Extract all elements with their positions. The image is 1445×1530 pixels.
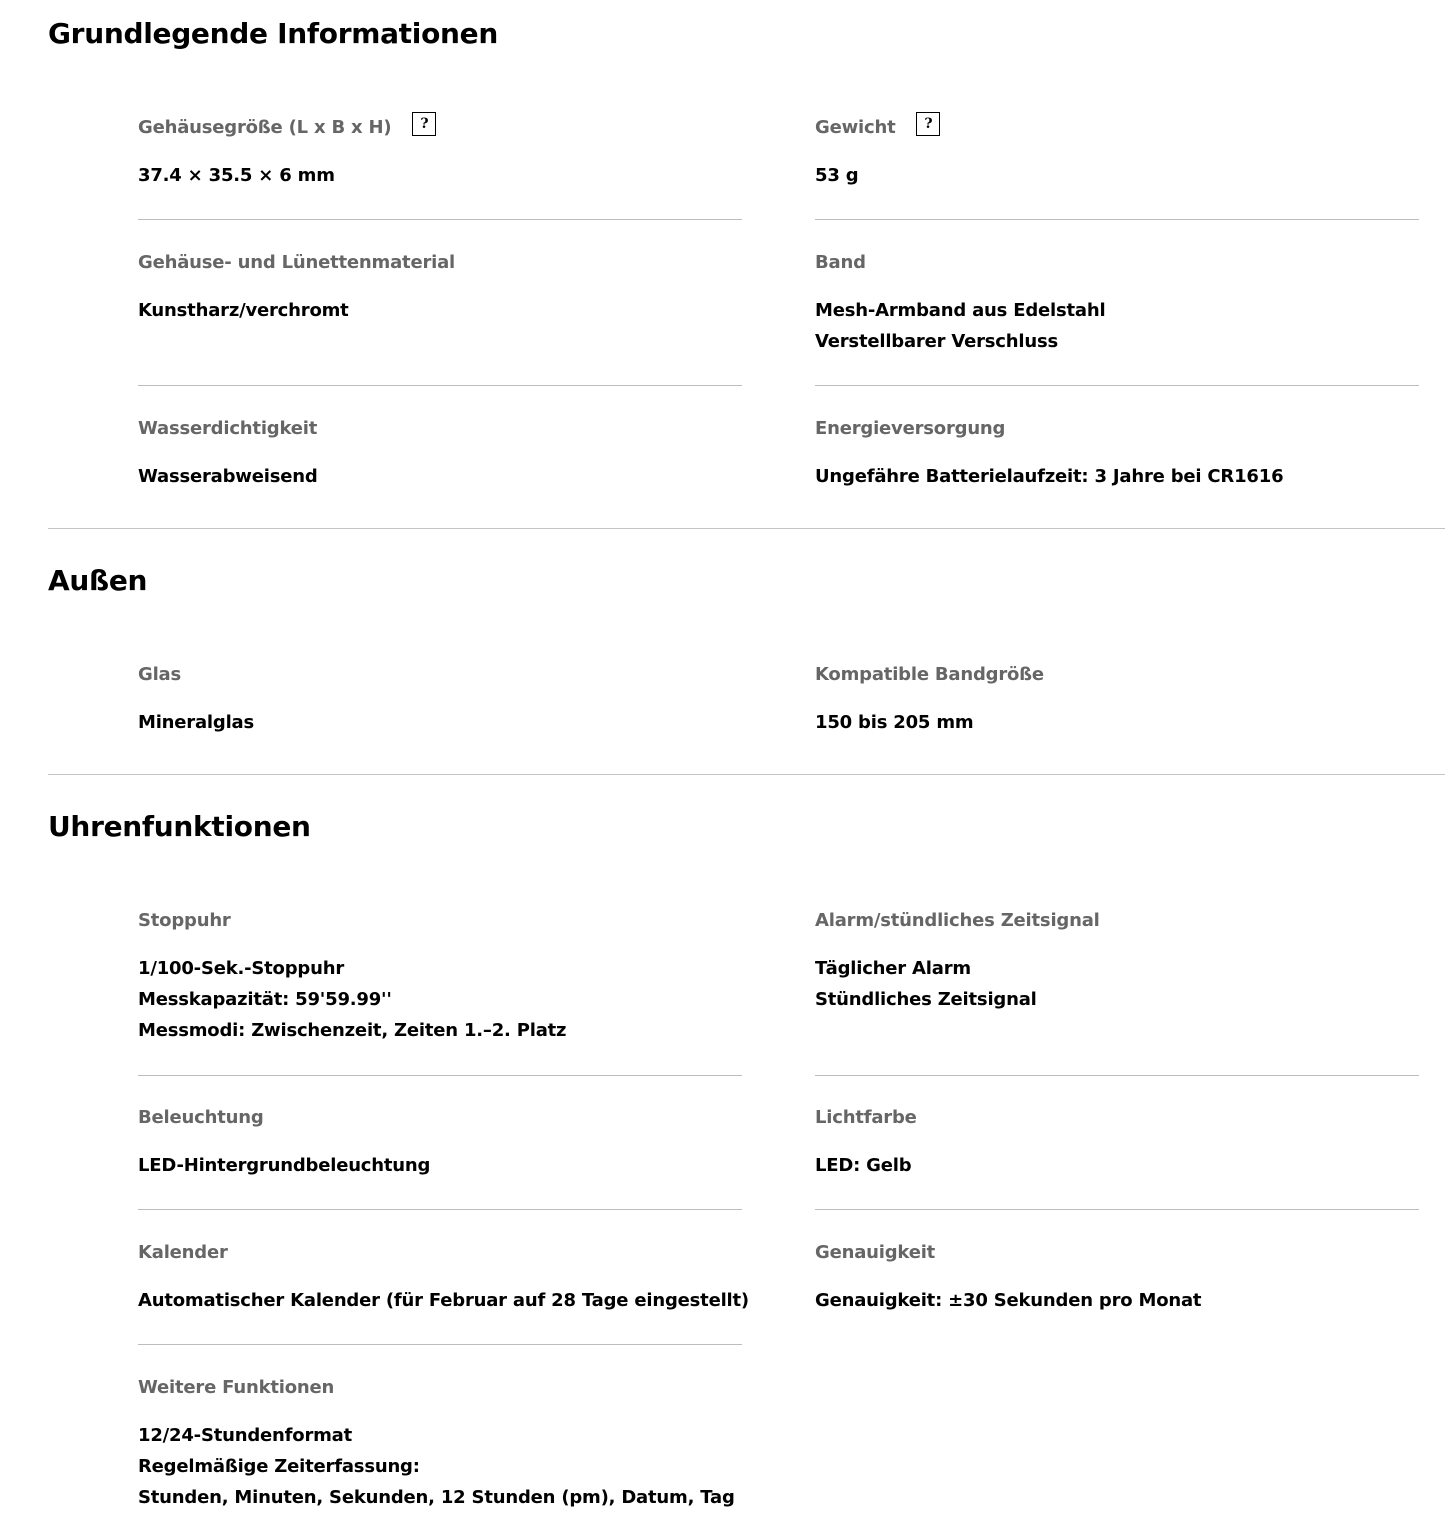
spec-label: Glas	[138, 663, 182, 685]
spec-value: Täglicher Alarm	[815, 958, 971, 979]
spec-value: 12/24-Stundenformat	[138, 1425, 353, 1446]
spec-value: LED-Hintergrundbeleuchtung	[138, 1155, 431, 1176]
spec-value: Mesh-Armband aus Edelstahl	[815, 300, 1106, 321]
spec-item-accuracy	[815, 1237, 1419, 1316]
item-divider	[138, 1075, 742, 1076]
spec-label: Band	[815, 251, 866, 273]
question-mark-icon[interactable]: ?	[412, 112, 436, 136]
section-divider	[48, 774, 1445, 775]
section-divider	[48, 528, 1445, 529]
spec-value: Verstellbarer Verschluss	[815, 331, 1058, 352]
spec-item-water-resistance	[138, 413, 742, 492]
spec-item-weight	[815, 112, 1419, 191]
spec-label: Beleuchtung	[138, 1106, 264, 1128]
spec-value: Messkapazität: 59'59.99''	[138, 989, 392, 1010]
spec-item-band-size	[815, 659, 1419, 738]
spec-label: Gehäusegröße (L x B x H)	[138, 116, 392, 138]
spec-label: Gewicht	[815, 116, 896, 138]
spec-item-calendar	[138, 1237, 749, 1316]
spec-label: Stoppuhr	[138, 909, 231, 931]
spec-value: 53 g	[815, 165, 859, 186]
spec-label: Weitere Funktionen	[138, 1376, 335, 1398]
spec-value: Regelmäßige Zeiterfassung:	[138, 1456, 420, 1477]
item-divider	[815, 1075, 1419, 1076]
spec-label: Gehäuse- und Lünettenmaterial	[138, 251, 456, 273]
question-mark-icon[interactable]: ?	[916, 112, 940, 136]
spec-item-light-color	[815, 1102, 1419, 1181]
spec-label: Kompatible Bandgröße	[815, 663, 1044, 685]
item-divider	[138, 1344, 742, 1345]
spec-item-stopwatch	[138, 905, 742, 1046]
spec-item-other-functions	[138, 1372, 742, 1513]
spec-value: Genauigkeit: ±30 Sekunden pro Monat	[815, 1290, 1202, 1311]
spec-item-case-size	[138, 112, 742, 191]
spec-value: 1/100-Sek.-Stoppuhr	[138, 958, 345, 979]
spec-label: Energieversorgung	[815, 417, 1006, 439]
spec-value: Kunstharz/verchromt	[138, 300, 349, 321]
item-divider	[815, 1209, 1419, 1210]
spec-label: Lichtfarbe	[815, 1106, 917, 1128]
spec-item-power-supply	[815, 413, 1419, 492]
spec-value: Wasserabweisend	[138, 466, 318, 487]
spec-value: Mineralglas	[138, 712, 255, 733]
spec-value: Automatischer Kalender (für Februar auf 28 Tage eingestellt)	[138, 1290, 749, 1311]
spec-label: Wasserdichtigkeit	[138, 417, 318, 439]
item-divider	[815, 219, 1419, 220]
spec-value: Ungefähre Batterielaufzeit: 3 Jahre bei CR1616	[815, 466, 1284, 487]
spec-label: Alarm/stündliches Zeitsignal	[815, 909, 1100, 931]
item-divider	[138, 1209, 742, 1210]
spec-value: Stündliches Zeitsignal	[815, 989, 1037, 1010]
item-divider	[138, 385, 742, 386]
section-title-exterior: Außen	[48, 564, 148, 597]
section-title-watch-functions: Uhrenfunktionen	[48, 810, 311, 843]
spec-label: Kalender	[138, 1241, 228, 1263]
spec-item-case-material	[138, 247, 742, 326]
spec-item-band	[815, 247, 1419, 357]
spec-item-alarm	[815, 905, 1419, 1015]
spec-item-glass	[138, 659, 742, 738]
section-title-basic-info: Grundlegende Informationen	[48, 17, 498, 50]
spec-value: Messmodi: Zwischenzeit, Zeiten 1.–2. Platz	[138, 1020, 567, 1041]
item-divider	[138, 219, 742, 220]
spec-value: 150 bis 205 mm	[815, 712, 974, 733]
spec-value: LED: Gelb	[815, 1155, 912, 1176]
spec-label: Genauigkeit	[815, 1241, 936, 1263]
spec-value: 37.4 × 35.5 × 6 mm	[138, 165, 335, 186]
spec-item-illumination	[138, 1102, 742, 1181]
item-divider	[815, 385, 1419, 386]
spec-value: Stunden, Minuten, Sekunden, 12 Stunden (pm), Datum, Tag	[138, 1487, 735, 1508]
